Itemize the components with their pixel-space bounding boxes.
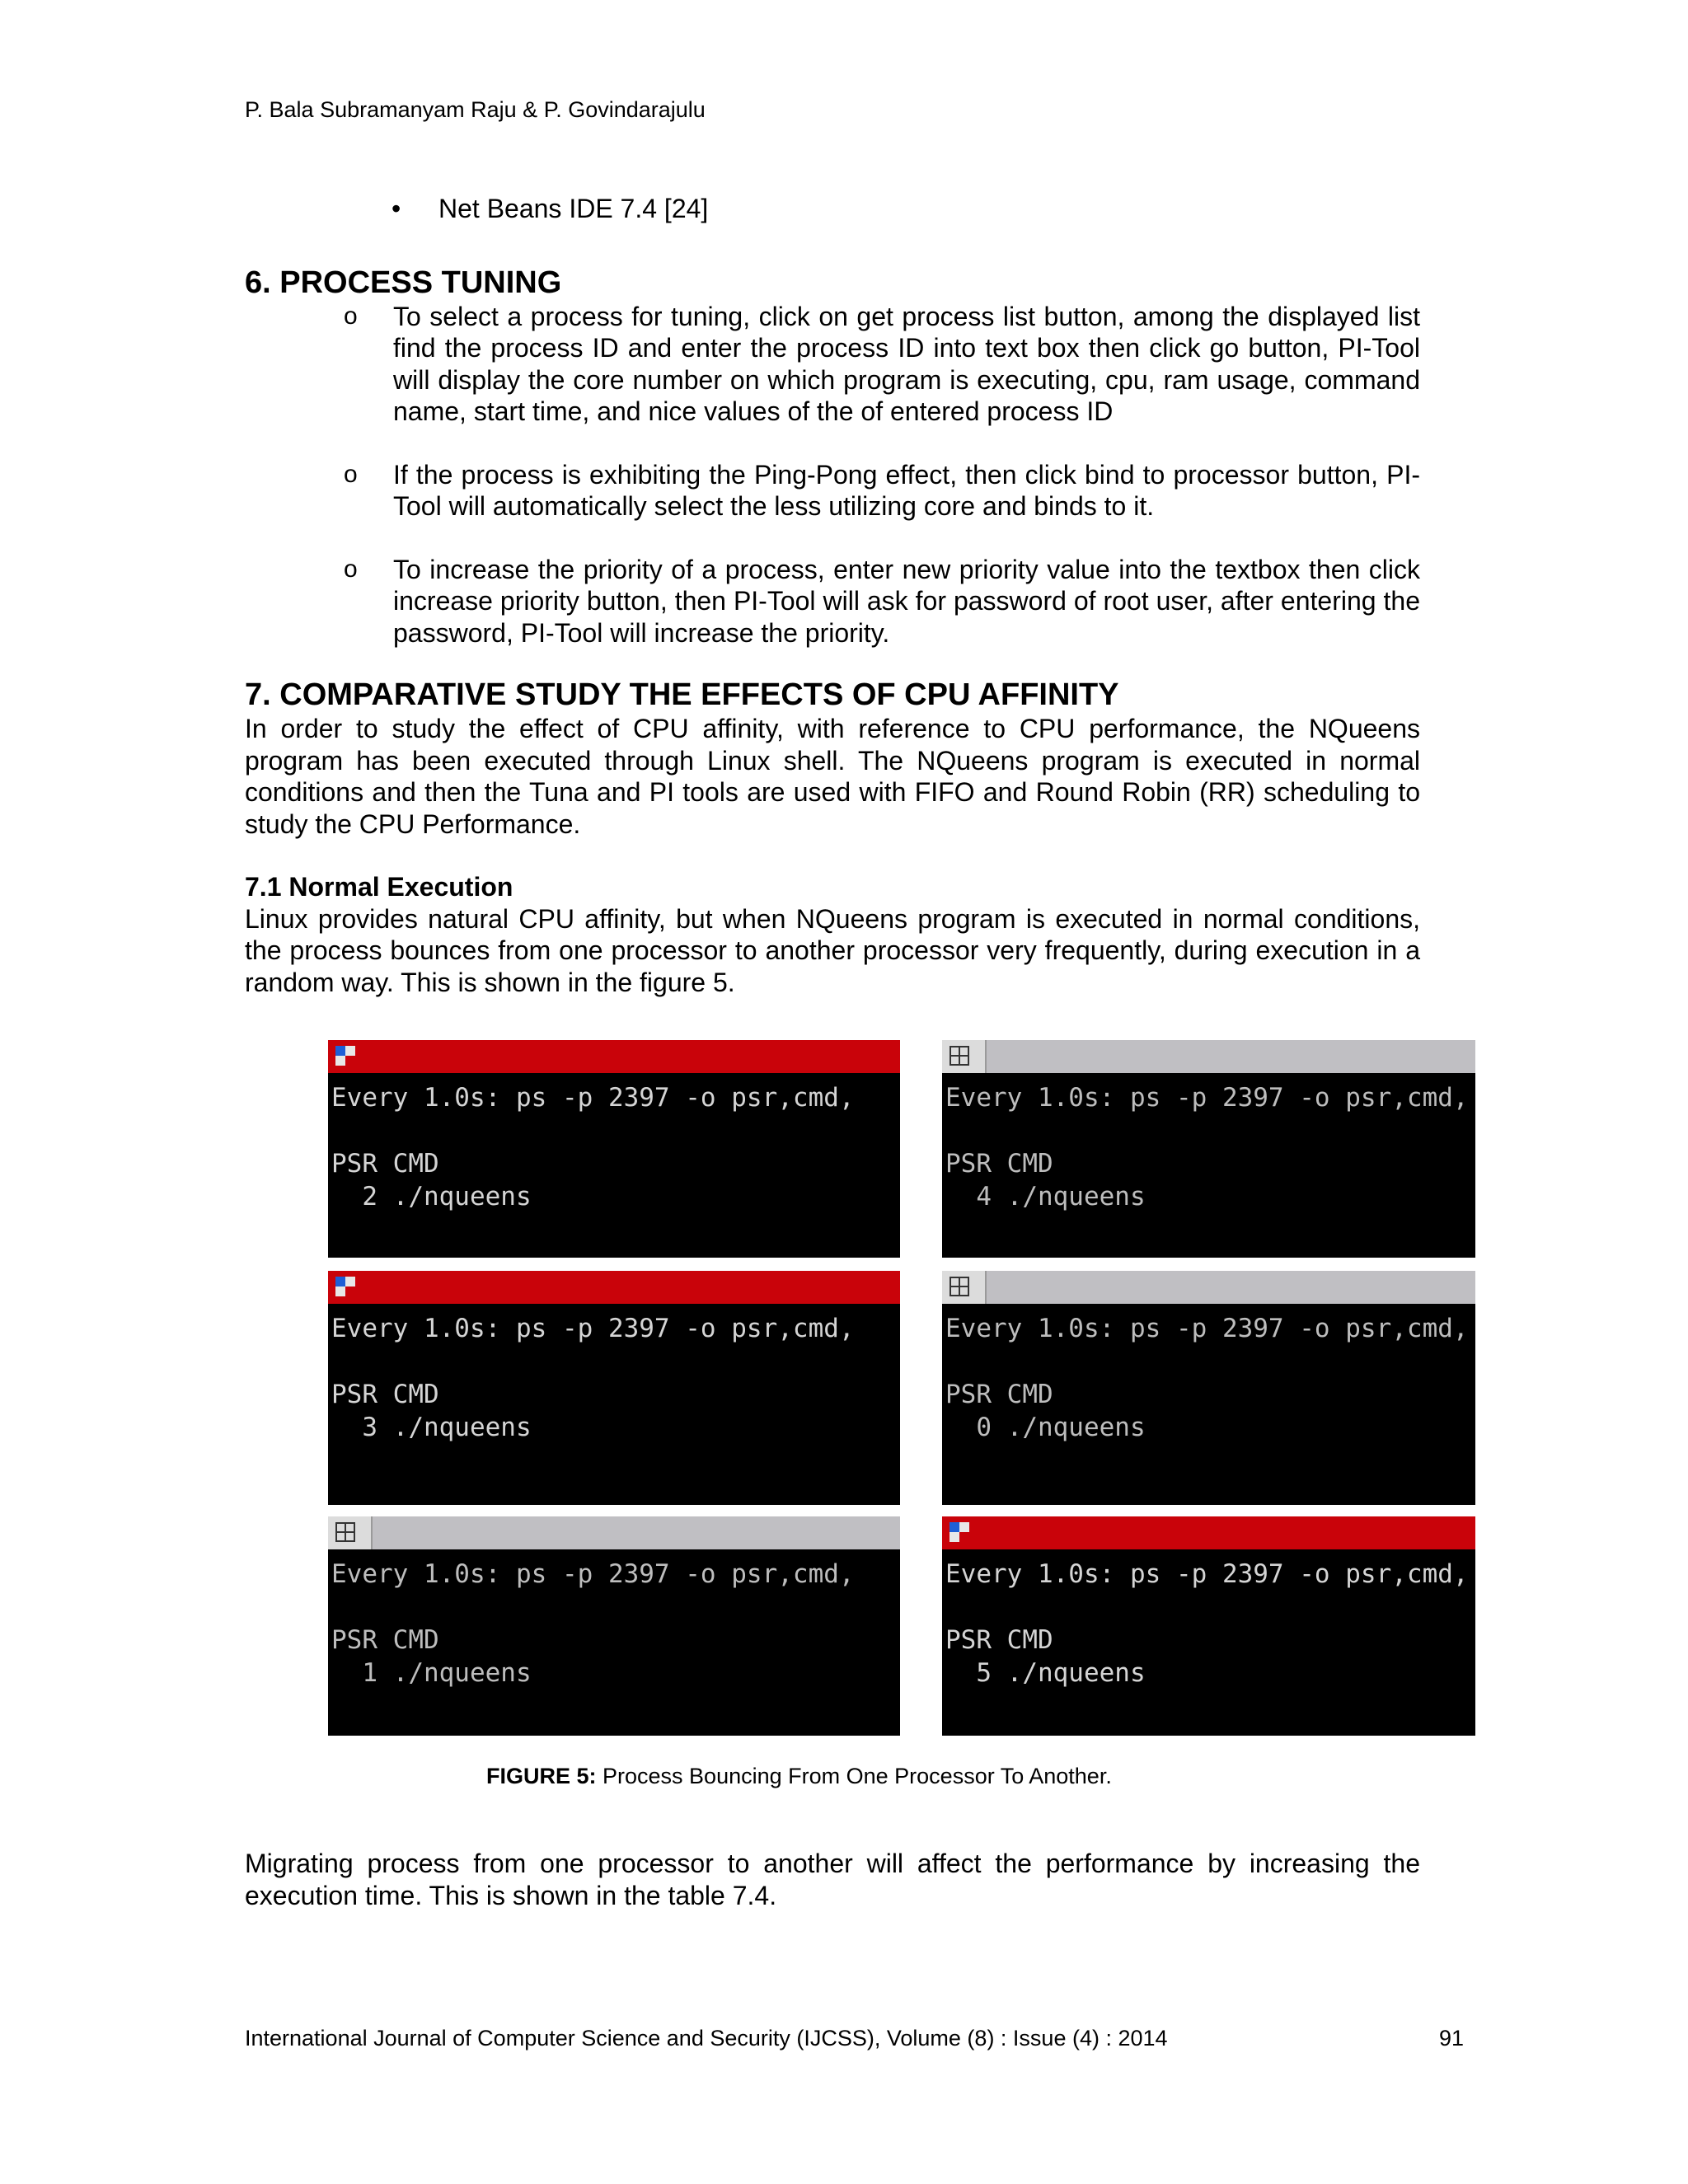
body-text (245, 193, 1420, 998)
section-7-1-paragraph: Linux provides natural CPU affinity, but when NQueens program is executed in normal conditions, the process bounces from one processor to another processor very frequently, during execution in a random way. This is shown in the figure 5. (245, 903, 1420, 997)
page-number: 91 (1439, 2026, 1465, 2050)
bullet-mark: • (392, 194, 401, 223)
section-6-title: 6. PROCESS TUNING (245, 265, 562, 300)
terminal-output: Every 1.0s: ps -p 2397 -o psr,cmd, PSR CMD 2 ./nqueens (331, 1083, 855, 1212)
terminal-output: Every 1.0s: ps -p 2397 -o psr,cmd, PSR CMD 3 ./nqueens (331, 1314, 855, 1442)
list-mark: o (344, 302, 358, 330)
footer-journal: International Journal of Computer Science and Security (IJCSS), Volume (8) : Issue (4) : 2014 (245, 2026, 1168, 2050)
terminal-output: Every 1.0s: ps -p 2397 -o psr,cmd, PSR CMD 1 ./nqueens (331, 1559, 855, 1688)
caption-text: Process Bouncing From One Processor To Another. (596, 1764, 1112, 1788)
section-7-1-title: 7.1 Normal Execution (245, 872, 513, 902)
terminal-output: Every 1.0s: ps -p 2397 -o psr,cmd, PSR CMD 4 ./nqueens (945, 1083, 1469, 1212)
window-menu-icon (949, 1521, 970, 1543)
list-text: If the process is exhibiting the Ping-Pong effect, then click bind to processor button, PI-Tool will automatically select the less utilizing core and binds to it. (393, 459, 1420, 521)
terminal-titlebar (942, 1040, 1475, 1073)
list-text: To select a process for tuning, click on get process list button, among the displayed list find the process ID and enter the process ID into text box then click go button, PI-Tool will display the core number on which program is executing, cpu, ram usage, command name, start time, and nice values of the of entered process ID (393, 301, 1420, 426)
terminal-window (942, 1516, 1475, 1736)
terminal-window (328, 1271, 900, 1505)
running-header-authors: P. Bala Subramanyam Raju & P. Govindarajulu (245, 97, 706, 122)
caption-label: FIGURE 5: (486, 1764, 597, 1788)
after-figure-paragraph: Migrating process from one processor to another will affect the performance by increasing the execution time. This is shown in the table 7.4. (245, 1849, 1420, 1910)
terminal-titlebar (942, 1271, 1475, 1304)
list-mark: o (344, 460, 358, 488)
window-menu-icon (949, 1276, 970, 1297)
list-text: To increase the priority of a process, enter new priority value into the textbox then click increase priority button, then PI-Tool will ask for password of root user, after entering the password, PI-Tool will increase the priority. (393, 554, 1420, 648)
bullet-item (392, 193, 1420, 225)
list-item (245, 301, 1420, 428)
window-menu-icon (335, 1276, 356, 1297)
terminal-output: Every 1.0s: ps -p 2397 -o psr,cmd, PSR CMD 5 ./nqueens (945, 1559, 1469, 1688)
section-7-paragraph: In order to study the effect of CPU affinity, with reference to CPU performance, the NQueens program has been executed through Linux shell. The NQueens program is executed in normal conditions and then the Tuna and PI tools are used with FIFO and Round Robin (RR) scheduling to study the CPU Performance. (245, 714, 1420, 839)
section-7-title: 7. COMPARATIVE STUDY THE EFFECTS OF CPU AFFINITY (245, 677, 1119, 712)
terminal-titlebar (328, 1516, 900, 1549)
figure-caption (486, 1764, 1112, 1789)
window-menu-icon (335, 1521, 356, 1543)
window-menu-icon (949, 1045, 970, 1066)
list-item (245, 459, 1420, 523)
terminal-window (328, 1040, 900, 1258)
terminal-window (942, 1271, 1475, 1505)
list-item (245, 554, 1420, 649)
terminal-output: Every 1.0s: ps -p 2397 -o psr,cmd, PSR CMD 0 ./nqueens (945, 1314, 1469, 1442)
bullet-text: Net Beans IDE 7.4 [24] (438, 194, 709, 223)
section-6-list (245, 301, 1420, 649)
list-mark: o (344, 555, 358, 583)
terminal-window (942, 1040, 1475, 1258)
window-menu-icon (335, 1045, 356, 1066)
terminal-titlebar (942, 1516, 1475, 1549)
terminal-titlebar (328, 1271, 900, 1304)
terminal-window (328, 1516, 900, 1736)
figure-5 (328, 1040, 1475, 1736)
terminal-titlebar (328, 1040, 900, 1073)
